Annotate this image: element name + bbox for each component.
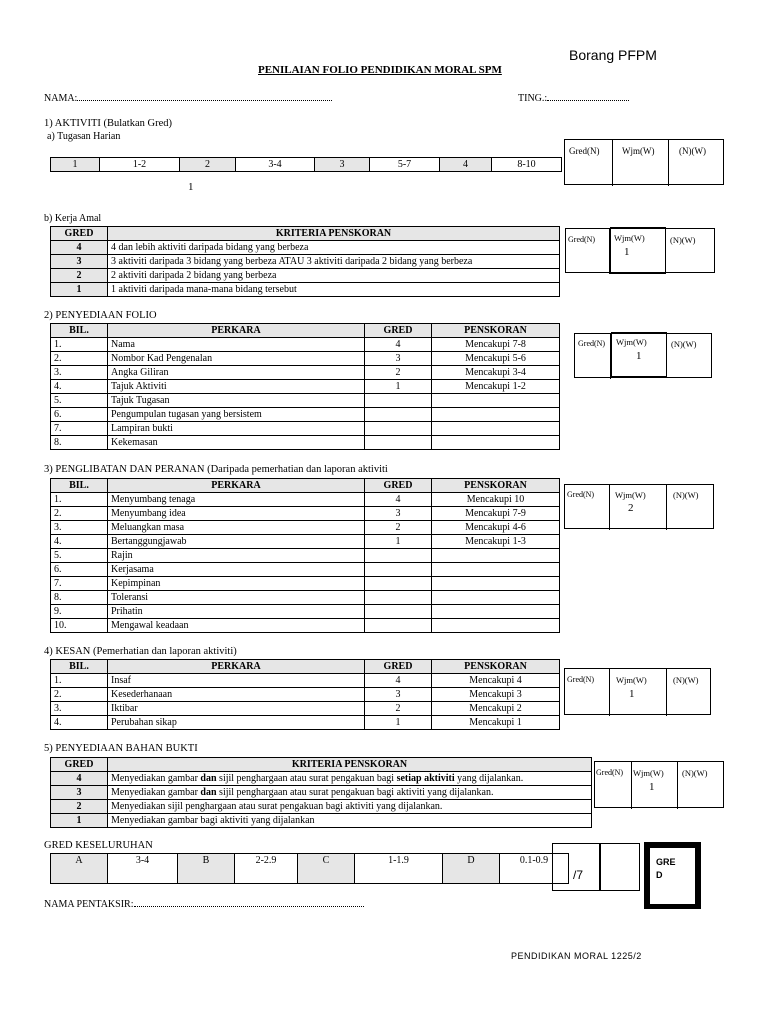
table-row: 1. Menyumbang tenaga 4 Mencakupi 10	[51, 493, 560, 507]
weight-value: 2	[628, 502, 634, 514]
form-code: Borang PFPM	[569, 47, 657, 63]
col-header: GRED	[365, 479, 432, 493]
col-header: GRED	[365, 324, 432, 338]
grade-cell: 3	[51, 255, 108, 269]
nw-label: (N)(W)	[670, 235, 696, 245]
col-header: BIL.	[51, 324, 108, 338]
col-header: GRED	[51, 227, 108, 241]
grade-cell[interactable]: C	[298, 854, 355, 884]
activity-grade-table	[50, 157, 562, 172]
criteria-cell: Menyediakan sijil penghargaan atau surat pengakuan bagi aktiviti yang dijalankan.	[108, 800, 592, 814]
range-cell: 0.1-0.9	[500, 854, 569, 884]
col-header: GRED	[51, 758, 108, 772]
table-row: 2. Kesederhanaan 3 Mencakupi 3	[51, 688, 560, 702]
grade-cell: 4	[51, 772, 108, 786]
grade-cell[interactable]: 3	[315, 158, 370, 172]
wjm-label: Wjm(W)	[614, 233, 645, 243]
name-field[interactable]	[44, 91, 332, 104]
total-score-label: /7	[573, 868, 584, 882]
criteria-cell: 1 aktiviti daripada mana-mana bidang tersebut	[108, 283, 560, 297]
grade-cell[interactable]: D	[443, 854, 500, 884]
grade-cell: 1	[51, 814, 108, 828]
col-header: PERKARA	[108, 324, 365, 338]
section-4-title: 4) KESAN (Pemerhatian dan laporan aktiviti)	[44, 646, 237, 657]
weight-value: 1	[624, 246, 630, 258]
nw-label: (N)(W)	[682, 768, 708, 778]
score-box-5[interactable]	[594, 761, 724, 808]
criteria-cell: 2 aktiviti daripada 2 bidang yang berbeza	[108, 269, 560, 283]
nw-label: (N)(W)	[673, 490, 699, 500]
score-box-2[interactable]	[574, 333, 712, 378]
table-row: 5. Rajin	[51, 549, 560, 563]
range-cell: 1-1.9	[355, 854, 443, 884]
range-cell: 8-10	[492, 158, 562, 172]
nw-label: (N)(W)	[673, 675, 699, 685]
grade-cell[interactable]: 4	[440, 158, 492, 172]
range-cell: 1-2	[100, 158, 180, 172]
table-row: 6. Kerjasama	[51, 563, 560, 577]
col-header: PERKARA	[108, 479, 365, 493]
wjm-label: Wjm(W)	[622, 146, 655, 156]
section-5-title: 5) PENYEDIAAN BAHAN BUKTI	[44, 743, 198, 754]
table-row: 2. Menyumbang idea 3 Mencakupi 7-9	[51, 507, 560, 521]
score-box-1b[interactable]	[565, 228, 715, 273]
ting-field[interactable]	[518, 91, 629, 104]
criteria-cell: 4 dan lebih aktiviti daripada bidang yang berbeza	[108, 241, 560, 255]
subject-code: PENDIDIKAN MORAL 1225/2	[511, 951, 642, 961]
section-1a-subtitle: a) Tugasan Harian	[47, 131, 121, 142]
weight-value: 1	[629, 688, 635, 700]
score-box-1[interactable]	[564, 139, 724, 185]
table-row: 4. Tajuk Aktiviti 1 Mencakupi 1-2	[51, 380, 560, 394]
grade-cell: 3	[51, 786, 108, 800]
overall-title: GRED KESELURUHAN	[44, 840, 153, 851]
gred-label: Gred(N)	[567, 490, 595, 499]
wjm-label: Wjm(W)	[615, 490, 646, 500]
col-header: KRITERIA PENSKORAN	[108, 227, 560, 241]
table-row: 1. Nama 4 Mencakupi 7-8	[51, 338, 560, 352]
col-header: PERKARA	[108, 660, 365, 674]
table-row: 2. Nombor Kad Pengenalan 3 Mencakupi 5-6	[51, 352, 560, 366]
kerja-amal-table	[50, 226, 560, 297]
table-row: 1. Insaf 4 Mencakupi 4	[51, 674, 560, 688]
weight-value: 1	[636, 350, 642, 362]
wjm-label: Wjm(W)	[616, 337, 647, 347]
section-1b-subtitle: b) Kerja Amal	[44, 213, 102, 224]
assessor-label: NAMA PENTAKSIR:	[44, 899, 134, 910]
criteria-cell: Menyediakan gambar dan sijil penghargaan atau surat pengakuan bagi aktiviti yang dijalankan.	[108, 786, 592, 800]
table-row: 3. Angka Giliran 2 Mencakupi 3-4	[51, 366, 560, 380]
table-row: 3. Meluangkan masa 2 Mencakupi 4-6	[51, 521, 560, 535]
total-grade-box[interactable]	[600, 843, 640, 891]
final-grade-box[interactable]	[644, 842, 701, 909]
grade-cell: 2	[51, 800, 108, 814]
col-header: KRITERIA PENSKORAN	[108, 758, 592, 772]
penglibatan-table	[50, 478, 560, 633]
grade-cell[interactable]: B	[178, 854, 235, 884]
range-cell: 2-2.9	[235, 854, 298, 884]
wjm-label: Wjm(W)	[616, 675, 647, 685]
final-grade-label: GRE D	[656, 857, 676, 880]
col-header: PENSKORAN	[432, 660, 560, 674]
table-row: 4. Bertanggungjawab 1 Mencakupi 1-3	[51, 535, 560, 549]
total-score-box[interactable]	[552, 843, 600, 891]
section-2-title: 2) PENYEDIAAN FOLIO	[44, 310, 157, 321]
col-header: PENSKORAN	[432, 479, 560, 493]
table-row: 7. Lampiran bukti	[51, 422, 560, 436]
section-1-weight: 1	[188, 181, 194, 193]
grade-cell: 2	[51, 269, 108, 283]
assessor-field[interactable]	[44, 897, 364, 910]
gred-label: Gred(N)	[567, 675, 595, 684]
bahan-bukti-table	[50, 757, 592, 828]
grade-cell[interactable]: A	[51, 854, 108, 884]
table-row: 6. Pengumpulan tugasan yang bersistem	[51, 408, 560, 422]
table-row: 5. Tajuk Tugasan	[51, 394, 560, 408]
table-row: 4. Perubahan sikap 1 Mencakupi 1	[51, 716, 560, 730]
table-row: 8. Kekemasan	[51, 436, 560, 450]
kesan-table	[50, 659, 560, 730]
ting-label: TING.:	[518, 93, 548, 104]
range-cell: 3-4	[236, 158, 315, 172]
gred-label: Gred(N)	[568, 235, 596, 244]
table-row: 3. Iktibar 2 Mencakupi 2	[51, 702, 560, 716]
col-header: PENSKORAN	[432, 324, 560, 338]
table-row: 9. Prihatin	[51, 605, 560, 619]
table-row: 7. Kepimpinan	[51, 577, 560, 591]
score-box-3[interactable]	[564, 484, 714, 529]
nw-label: (N)(W)	[679, 146, 706, 156]
col-header: BIL.	[51, 660, 108, 674]
range-cell: 3-4	[108, 854, 178, 884]
wjm-label: Wjm(W)	[633, 768, 664, 778]
table-row: 10. Mengawal keadaan	[51, 619, 560, 633]
score-box-4[interactable]	[564, 668, 711, 715]
grade-cell: 1	[51, 283, 108, 297]
page-title: PENILAIAN FOLIO PENDIDIKAN MORAL SPM	[258, 64, 502, 76]
section-1-title: 1) AKTIVITI (Bulatkan Gred)	[44, 118, 172, 129]
criteria-cell: Menyediakan gambar dan sijil penghargaan atau surat pengakuan bagi setiap aktiviti yang dijalankan.	[108, 772, 592, 786]
nw-label: (N)(W)	[671, 339, 697, 349]
grade-cell[interactable]: 1	[51, 158, 100, 172]
col-header: BIL.	[51, 479, 108, 493]
table-row: 8. Toleransi	[51, 591, 560, 605]
range-cell: 5-7	[370, 158, 440, 172]
overall-grade-table	[50, 853, 569, 884]
grade-cell: 4	[51, 241, 108, 255]
gred-label: Gred(N)	[596, 768, 624, 777]
criteria-cell: 3 aktiviti daripada 3 bidang yang berbeza ATAU 3 aktiviti daripada 2 bidang yang berbeza	[108, 255, 560, 269]
name-label: NAMA:	[44, 93, 78, 104]
col-header: GRED	[365, 660, 432, 674]
folio-table	[50, 323, 560, 450]
gred-label: Gred(N)	[569, 146, 600, 156]
weight-value: 1	[649, 781, 655, 793]
criteria-cell: Menyediakan gambar bagi aktiviti yang dijalankan	[108, 814, 592, 828]
grade-cell[interactable]: 2	[180, 158, 236, 172]
gred-label: Gred(N)	[578, 339, 606, 348]
section-3-title: 3) PENGLIBATAN DAN PERANAN (Daripada pemerhatian dan laporan aktiviti	[44, 464, 388, 475]
